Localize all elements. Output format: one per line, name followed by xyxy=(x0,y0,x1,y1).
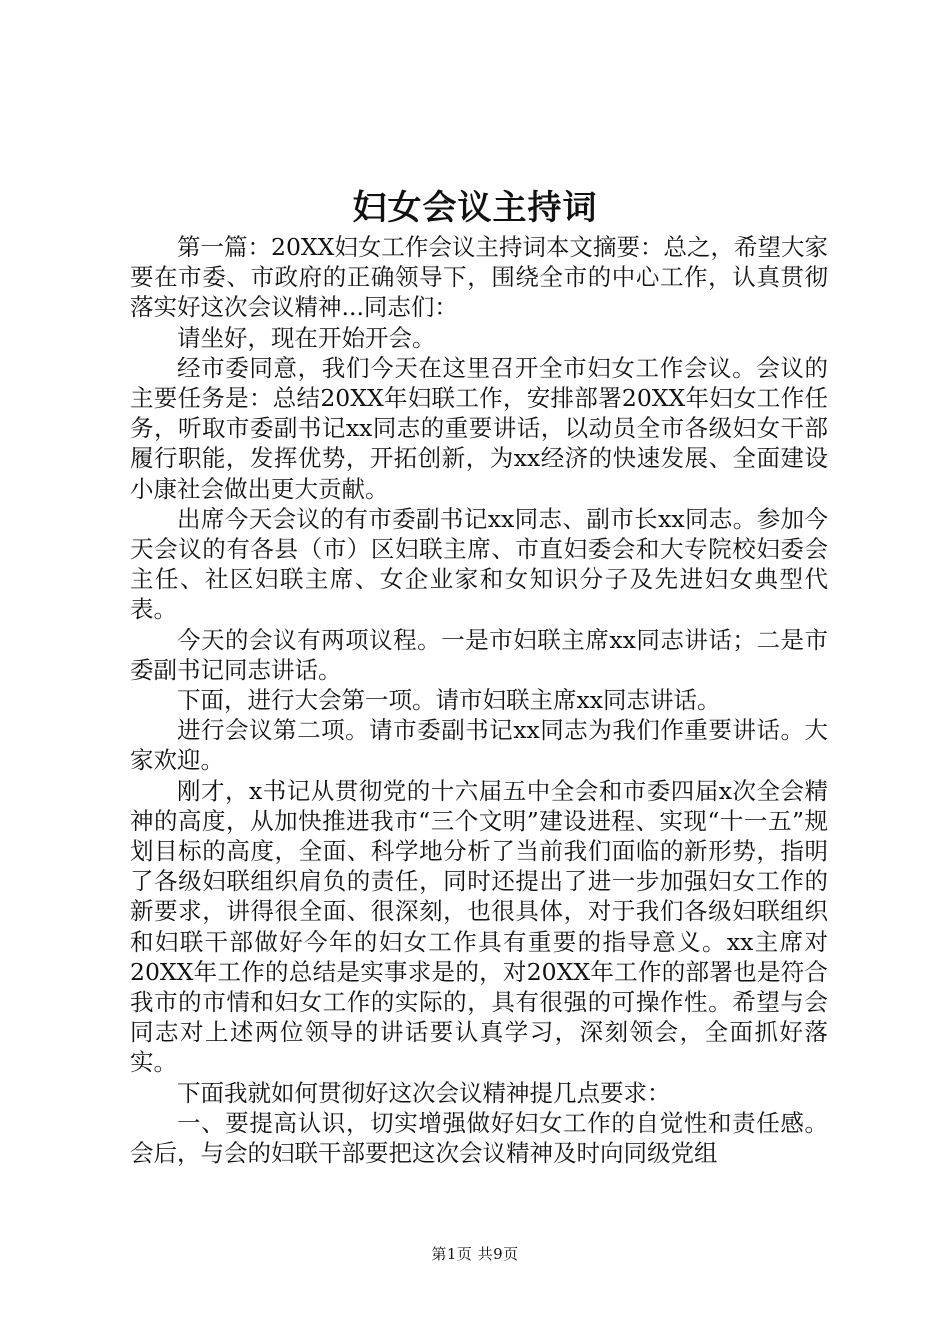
paragraph: 下面我就如何贯彻好这次会议精神提几点要求： xyxy=(177,1078,671,1107)
paragraph: 经市委同意，我们今天在这里召开全市妇女工作会议。会议的主要任务是：总结20XX年妇联工作，安排部署20XX年妇女工作任务，听取市委副书记xx同志的重要讲话，以动员全市各级妇女干部履行职能，发挥优势，开拓创新，为xx经济的快速发展、全面建设小康社会做出更大贡献。 xyxy=(130,353,828,503)
page-footer: 第1页 共9页 xyxy=(431,1245,519,1263)
paragraph: 一、要提高认识，切实增强做好妇女工作的自觉性和责任感。会后，与会的妇联干部要把这次会议精神及时向同级党组 xyxy=(130,1108,828,1168)
paragraph: 刚才，x书记从贯彻党的十六届五中全会和市委四届x次全会精神的高度，从加快推进我市“三个文明”建设进程、实现“十一五”规划目标的高度，全面、科学地分析了当前我们面临的新形势，指明了各级妇联组织肩负的责任，同时还提出了进一步加强妇女工作的新要求，讲得很全面、很深刻，也很具体，对于我们各级妇联组织和妇联干部做好今年的妇女工作具有重要的指导意义。xx主席对20XX年工作的总结是实事求是的，对20XX年工作的部署也是符合我市的市情和妇女工作的实际的，具有很强的可操作性。希望与会同志对上述两位领导的讲话要认真学习，深刻领会，全面抓好落实。 xyxy=(130,776,828,1077)
paragraph: 下面，进行大会第一项。请市妇联主席xx同志讲话。 xyxy=(177,686,721,715)
paragraph: 今天的会议有两项议程。一是市妇联主席xx同志讲话；二是市委副书记同志讲话。 xyxy=(130,625,828,684)
paragraph: 出席今天会议的有市委副书记xx同志、副市长xx同志。参加今天会议的有各县（市）区妇联主席、市直妇委会和大专院校妇委会主任、社区妇联主席、女企业家和女知识分子及先进妇女典型代表。 xyxy=(130,504,828,624)
document-title: 妇女会议主持词 xyxy=(352,188,598,228)
document-body xyxy=(130,232,828,1168)
paragraph: 进行会议第二项。请市委副书记xx同志为我们作重要讲话。大家欢迎。 xyxy=(130,716,828,775)
paragraph: 请坐好，现在开始开会。 xyxy=(177,323,436,352)
paragraph: 第一篇：20XX妇女工作会议主持词本文摘要：总之，希望大家要在市委、市政府的正确领导下，围绕全市的中心工作，认真贯彻落实好这次会议精神...同志们： xyxy=(130,233,828,322)
